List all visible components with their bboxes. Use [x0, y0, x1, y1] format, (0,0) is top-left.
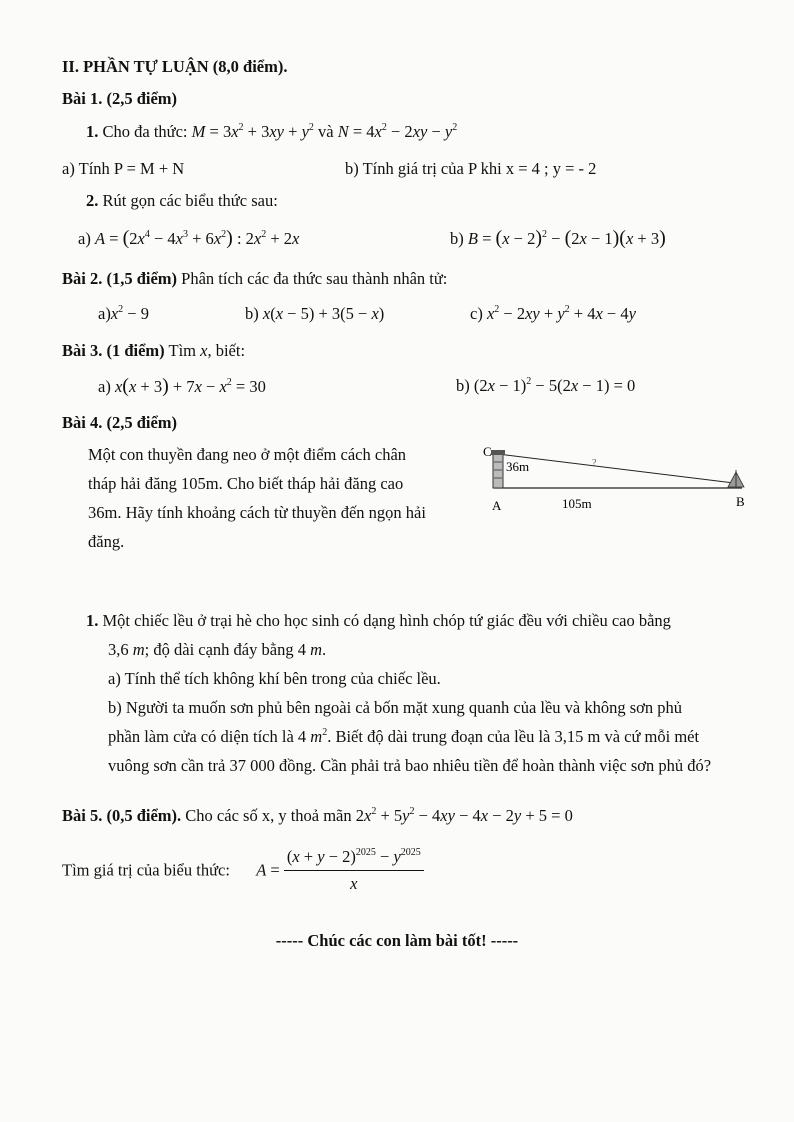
bai2-b-expr: x(x − 5) + 3(5 − x) [262, 304, 385, 323]
bai2-c-expr: $x^2 - 2xy + y^2 + 4x - 4y$ [486, 304, 636, 323]
bai4-q1 [86, 606, 766, 780]
q1-b2-post: . Biết độ dài trung đoạn của lều là 3,15 m và cứ mỗi mét [327, 727, 700, 746]
label-A: A [492, 498, 502, 513]
bai5-fraction [284, 844, 424, 897]
bai2-a-expr: $x^2 - 9$ [110, 304, 149, 323]
bai4-text [88, 440, 478, 556]
q1-line1 [86, 606, 766, 635]
bai2-b-label: b) [245, 304, 259, 323]
bai3-b-expr: $(2x - 1)^2 - 5(2x - 1) = 0$ [473, 376, 636, 395]
bai4-line3: 36m. Hãy tính khoảng cách từ thuyền đến ngọn hải [88, 503, 426, 522]
bai3-b [456, 375, 635, 397]
q1-unit-m2: m [310, 640, 323, 659]
q1-b1: b) Người ta muốn sơn phủ bên ngoài cả bốn mặt xung quanh của lều và không sơn phủ [108, 698, 683, 717]
bai1-b: b) Tính giá trị của P khi x = 4 ; y = - 2 [345, 159, 597, 178]
q1-unit-m1: m [132, 640, 145, 659]
q1-line2-pre: 3,6 [108, 640, 129, 659]
bai3-text-pre: Tìm [168, 341, 196, 360]
q1-text: Một chiếc lều ở trại hè cho học sinh có dạng hình chóp tứ giác đều với chiều cao bằng [102, 611, 671, 630]
bai2-heading: Bài 2. (1,5 điểm) [62, 269, 178, 288]
bai1-part2-num: 2. [86, 191, 99, 210]
bai3-a-expr: $x(x + 3) + 7x - x^2 = 30$ [114, 375, 266, 397]
bai2-text: Phân tích các đa thức sau thành nhân tử: [181, 269, 448, 288]
lighthouse-figure [480, 442, 760, 517]
bai5-line [62, 805, 573, 827]
bai3-heading: Bài 3. (1 điểm) [62, 341, 165, 360]
expr-a: $A = (2x^4 - 4x^3 + 6x^2)$ : $2x^2 + 2x$ [94, 227, 300, 249]
q1-b3: vuông sơn cần trả 37 000 đồng. Cần phải trả bao nhiêu tiền để hoàn thành việc sơn phủ đó? [108, 756, 712, 775]
bai4-line2: tháp hải đăng 105m. Cho biết tháp hải đăng cao [88, 474, 404, 493]
bai2-c-label: c) [470, 304, 483, 323]
A-lhs: A = [256, 860, 280, 880]
bai1-expr-a [78, 227, 299, 250]
label-C: C [483, 444, 492, 459]
q1-b2: phần làm cửa có diện tích là 4 $m^2$. Biết độ dài trung đoạn của lều là 3,15 m và cứ mỗi mét [108, 727, 700, 746]
bai3-var: x [200, 341, 208, 360]
poly-N: $N = 4x^2 - 2xy - y^2$ [337, 122, 458, 141]
lighthouse-icon [491, 450, 505, 488]
q1-b2-pre: phần làm cửa có diện tích là 4 [108, 727, 307, 746]
fraction-numerator: $(x + y - 2)^{2025} - y^{2025}$ [284, 844, 424, 871]
q1-num: 1. [86, 611, 99, 630]
bai3-a-label: a) [98, 377, 111, 396]
q1-line2-end: . [322, 640, 327, 659]
poly-M: $M = 3x^2 + 3xy + y^2$ [191, 122, 314, 141]
expr-a-label: a) [78, 229, 91, 248]
bai5-find [62, 844, 424, 897]
q1-line2-mid: ; độ dài cạnh đáy bằng 4 [144, 640, 306, 659]
boat-icon [728, 470, 744, 487]
expr-b-label: b) [450, 229, 464, 248]
bai1-part1-num: 1. [86, 122, 99, 141]
q1-line2 [86, 635, 766, 664]
label-height: 36m [506, 459, 530, 474]
label-base: 105m [562, 496, 592, 511]
fraction-denominator: x [350, 874, 358, 893]
expr-b: $B = (x - 2)^2 - (2x - 1)(x + 3)$ [467, 227, 666, 249]
bai2-a [98, 303, 149, 325]
bai2-a-label: a) [98, 304, 111, 323]
bai3-a [98, 375, 266, 398]
label-unknown: ? [592, 458, 597, 469]
bai1-part1 [86, 121, 457, 143]
bai5-equation: $2x^2 + 5y^2 - 4xy - 4x - 2y + 5 = 0$ [355, 806, 573, 825]
bai2-b [245, 303, 384, 325]
q1-b2-unit: m [310, 727, 323, 746]
bai5-text: Cho các số x, y thoả mãn [185, 806, 352, 825]
closing-line: ----- Chúc các con làm bài tốt! ----- [275, 931, 519, 950]
bai4-line1: Một con thuyền đang neo ở một điểm cách chân [88, 445, 407, 464]
and-word: và [318, 122, 334, 141]
bai2-c [470, 303, 636, 325]
bleed-through [700, 62, 704, 79]
hypotenuse-line [498, 454, 742, 484]
label-B: B [736, 494, 745, 509]
bai4-line4: đăng. [88, 532, 125, 551]
bai1-a: a) Tính P = M + N [62, 159, 185, 178]
bai1-part1-text: Cho đa thức: [102, 122, 188, 141]
bai3-text-post: , biết: [207, 341, 246, 360]
q1-a: a) Tính thể tích không khí bên trong của chiếc lều. [108, 669, 441, 688]
bai5-heading: Bài 5. (0,5 điểm). [62, 806, 182, 825]
bai3-line [62, 340, 245, 362]
section-title: II. PHẦN TỰ LUẬN (8,0 điểm). [62, 57, 288, 76]
bai3-b-label: b) [456, 376, 470, 395]
bai1-heading: Bài 1. (2,5 điểm) [62, 89, 178, 108]
bai1-expr-b [450, 227, 666, 250]
bai1-part2-text: Rút gọn các biểu thức sau: [102, 191, 278, 210]
bai2-line [62, 268, 447, 290]
bai4-heading: Bài 4. (2,5 điểm) [62, 413, 178, 432]
bai1-part2 [86, 190, 278, 212]
bai5-find-text: Tìm giá trị của biểu thức: [62, 860, 230, 880]
